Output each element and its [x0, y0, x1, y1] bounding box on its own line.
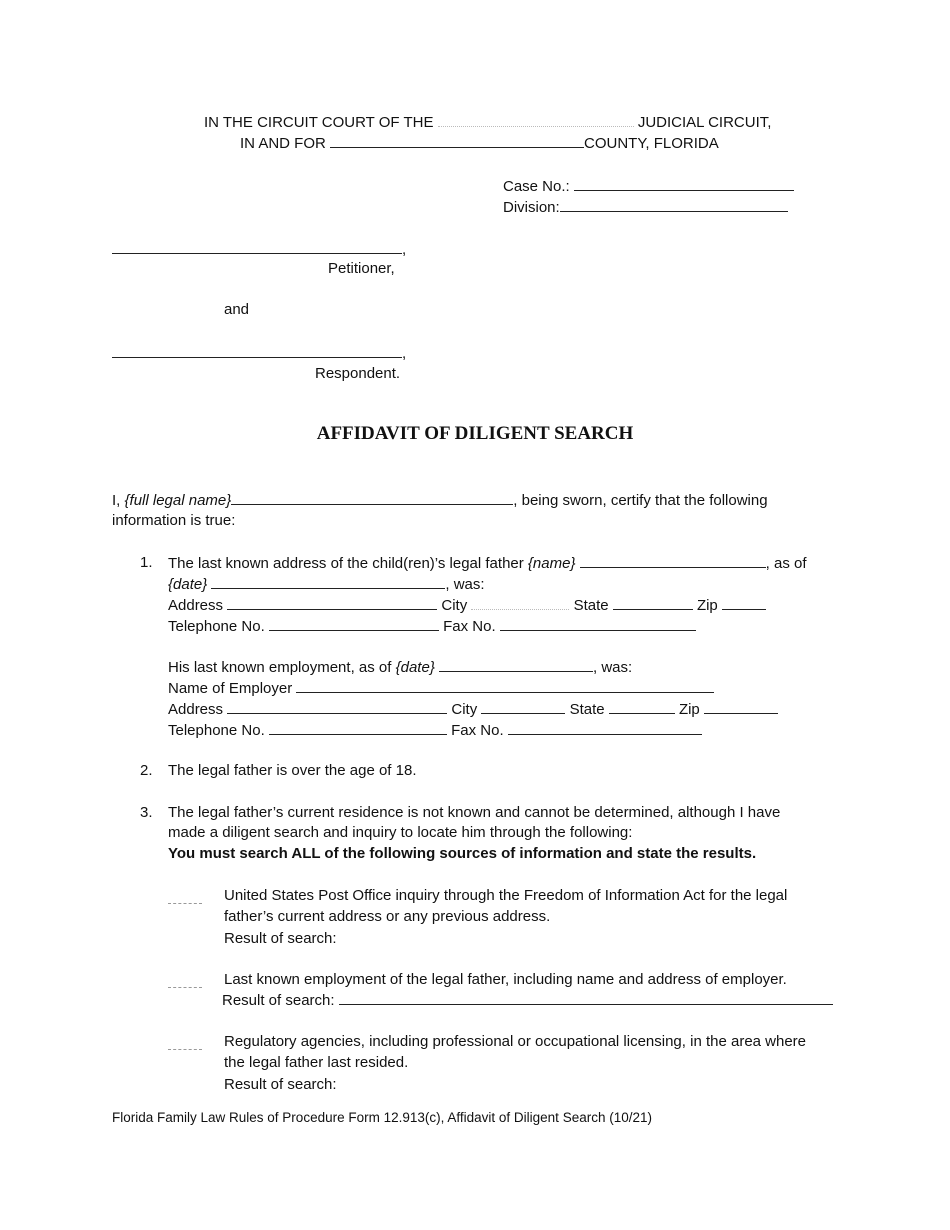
item-1-line-2 [168, 574, 485, 595]
city-field[interactable] [471, 595, 569, 610]
employer-phone-row [168, 720, 702, 741]
employment-was-label: was: [601, 659, 633, 676]
division-row [503, 197, 788, 218]
source-3-line-2: the legal father last resided. [224, 1054, 409, 1071]
city-label: City [441, 597, 468, 614]
document-title: AFFIDAVIT OF DILIGENT SEARCH [316, 423, 634, 444]
fax-label: Fax No. [443, 618, 496, 635]
item-1-line-1 [168, 553, 807, 574]
employer-label: Name of Employer [168, 680, 293, 697]
item-3-line-1: The legal father’s current residence is not known and cannot be determined, although I have [168, 804, 781, 821]
date-placeholder: {date} [168, 576, 208, 593]
employer-city-field[interactable] [481, 699, 565, 714]
source-2-result-label: Result of search: [222, 992, 335, 1009]
intro-line-1: I, {full legal name} , being sworn, certify that the following [112, 492, 768, 509]
court-label: IN THE CIRCUIT COURT OF THE [204, 114, 434, 131]
father-name-placeholder: {name} [527, 555, 576, 572]
source-1-result-label: Result of search: [224, 930, 337, 947]
address-date-field[interactable] [211, 574, 445, 589]
fax-field[interactable] [500, 616, 696, 631]
source-2-result-row [222, 990, 833, 1011]
respondent-name-row: , [112, 343, 406, 364]
division-field[interactable] [560, 197, 788, 212]
source-1-checkbox[interactable] [168, 890, 202, 910]
case-no-field[interactable] [574, 176, 794, 191]
county-label: COUNTY, FLORIDA [584, 135, 719, 152]
petitioner-name-field[interactable] [112, 239, 402, 254]
judicial-circuit-field[interactable] [438, 112, 634, 127]
source-1-line-1: United States Post Office inquiry through the Freedom of Information Act for the legal [224, 887, 788, 904]
employment-date-placeholder: {date} [395, 659, 435, 676]
item-1-phone-row [168, 616, 696, 637]
source-1-line-2: father’s current address or any previous address. [224, 908, 551, 925]
source-1-result-field[interactable] [341, 928, 835, 943]
employer-fax-label: Fax No. [451, 722, 504, 739]
source-3-checkbox[interactable] [168, 1036, 202, 1056]
petitioner-name-row: , [112, 239, 406, 260]
address-field[interactable] [227, 595, 437, 610]
employer-zip-field[interactable] [704, 699, 778, 714]
source-3-result-label: Result of search: [224, 1076, 337, 1093]
source-2-result-field[interactable] [339, 990, 833, 1005]
was-label: , was: [445, 576, 485, 593]
full-legal-name-field[interactable] [231, 490, 513, 505]
form-footer: Florida Family Law Rules of Procedure Form 12.913(c), Affidavit of Diligent Search (10/21) [112, 1110, 652, 1125]
employer-field[interactable] [296, 678, 714, 693]
respondent-name-field[interactable] [112, 343, 402, 358]
item-1-number: 1. [140, 554, 153, 571]
zip-field[interactable] [722, 595, 766, 610]
source-2-line-1: Last known employment of the legal father, including name and address of employer. [224, 971, 787, 988]
telephone-label: Telephone No. [168, 618, 265, 635]
intro-suffix: being sworn, certify that the following [521, 492, 768, 509]
county-field[interactable] [330, 133, 584, 148]
state-label: State [573, 597, 609, 614]
telephone-field[interactable] [269, 616, 439, 631]
intro-prefix: I, [112, 492, 121, 509]
employer-telephone-label: Telephone No. [168, 722, 265, 739]
judicial-circuit-label: JUDICIAL CIRCUIT, [637, 114, 772, 131]
item-1-address-row [168, 595, 766, 616]
respondent-label: Respondent. [315, 365, 401, 382]
employer-row [168, 678, 714, 699]
source-3-line-1: Regulatory agencies, including professional or occupational licensing, in the area where [224, 1033, 807, 1050]
father-name-field[interactable] [580, 553, 766, 568]
state-field[interactable] [613, 595, 693, 610]
in-and-for-label: IN AND FOR [240, 135, 326, 152]
source-1-result-row [224, 928, 835, 949]
intro-line-2: information is true: [112, 512, 236, 529]
employer-city-label: City [451, 701, 478, 718]
search-instruction: You must search ALL of the following sources of information and state the results. [168, 845, 757, 862]
source-3-result-row [224, 1074, 541, 1095]
employment-date-field[interactable] [439, 657, 593, 672]
source-3-result-field[interactable] [341, 1074, 541, 1089]
item-3-number: 3. [140, 804, 153, 821]
division-label: Division: [503, 199, 560, 216]
case-no-label: Case No.: [503, 178, 570, 195]
court-line-1 [204, 112, 771, 133]
item-3-line-2: made a diligent search and inquiry to locate him through the following: [168, 824, 633, 841]
court-line-2 [240, 133, 719, 154]
petitioner-label: Petitioner, [328, 260, 395, 277]
full-legal-name-placeholder: {full legal name} [124, 492, 232, 509]
item-2-text: The legal father is over the age of 18. [168, 762, 417, 779]
employer-address-row [168, 699, 778, 720]
and-label: and [224, 301, 250, 318]
employer-address-label: Address [168, 701, 224, 718]
case-number-row [503, 176, 794, 197]
item-1-text: The last known address of the child(ren)’s legal father [168, 555, 524, 572]
employment-label: His last known employment, as of [168, 659, 392, 676]
employer-state-label: State [569, 701, 605, 718]
zip-label: Zip [696, 597, 718, 614]
employer-address-field[interactable] [227, 699, 447, 714]
employer-state-field[interactable] [609, 699, 675, 714]
address-label: Address [168, 597, 224, 614]
employer-fax-field[interactable] [508, 720, 702, 735]
employment-row: His last known employment, as of {date} , was: [168, 659, 633, 676]
source-2-checkbox[interactable] [168, 974, 202, 994]
employer-zip-label: Zip [678, 701, 700, 718]
as-of-label: , as of [765, 555, 807, 572]
employer-telephone-field[interactable] [269, 720, 447, 735]
item-2-number: 2. [140, 762, 153, 779]
